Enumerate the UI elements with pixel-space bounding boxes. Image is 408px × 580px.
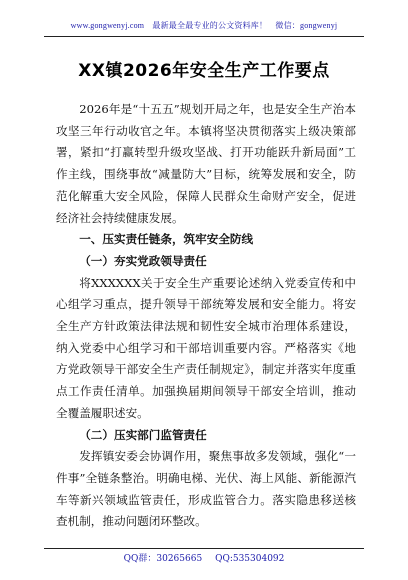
subsection-heading-2: （二）压实部门监管责任 <box>79 427 207 442</box>
footer-qq-group: QQ群：30265665 <box>123 554 203 564</box>
footer-divider <box>44 548 364 549</box>
subsection-paragraph-1: 将XXXXXX关于安全生产重要论述纳入党委宣传和中心组学习重点，提升领导干部统筹发展和安全能力。将安全生产方针政策法律法规和韧性安全城市治理体系建设，纳入党委中心组学习和干部培训重要内容。严格落实《地方党政领导干部安全生产责任制规定》，制定并落实年度重点工作责任清单。加强换届期间领导干部安全培训，推动全覆盖履职述安。 <box>56 275 356 420</box>
footer-contact <box>0 551 408 564</box>
document-body <box>56 99 356 533</box>
subsection-heading-1: （一）夯实党政领导责任 <box>79 253 207 268</box>
header-divider <box>44 36 364 37</box>
section-heading-1: 一、压实责任链条，筑牢安全防线 <box>79 232 254 247</box>
subsection-paragraph-2: 发挥镇安委会协调作用，聚焦事故多发领域，强化“一件事”全链条整治。明确电梯、光伏、海上风能、新能源汽车等新兴领域监管责任，形成监管合力。落实隐患移送核查机制，推动问题闭环整改。 <box>56 449 356 529</box>
header-banner: www.gongwenyj.com 最新最全最专业的公文资料库！ 微信：gongwenyj <box>70 21 338 30</box>
document-title: XX镇2026年安全生产工作要点 <box>78 61 330 81</box>
footer-qq: QQ:535304092 <box>215 554 285 564</box>
intro-paragraph: 2026年是“十五五”规划开局之年，也是安全生产治本攻坚三年行动收官之年。本镇将坚决贯彻落实上级决策部署，紧扣“打赢转型升级攻坚战、打开功能跃升新局面”工作主线，围绕事故“减量防大”目标，统筹发展和安全，防范化解重大安全风险，保障人民群众生命财产安全，促进经济社会持续健康发展。 <box>56 102 356 225</box>
